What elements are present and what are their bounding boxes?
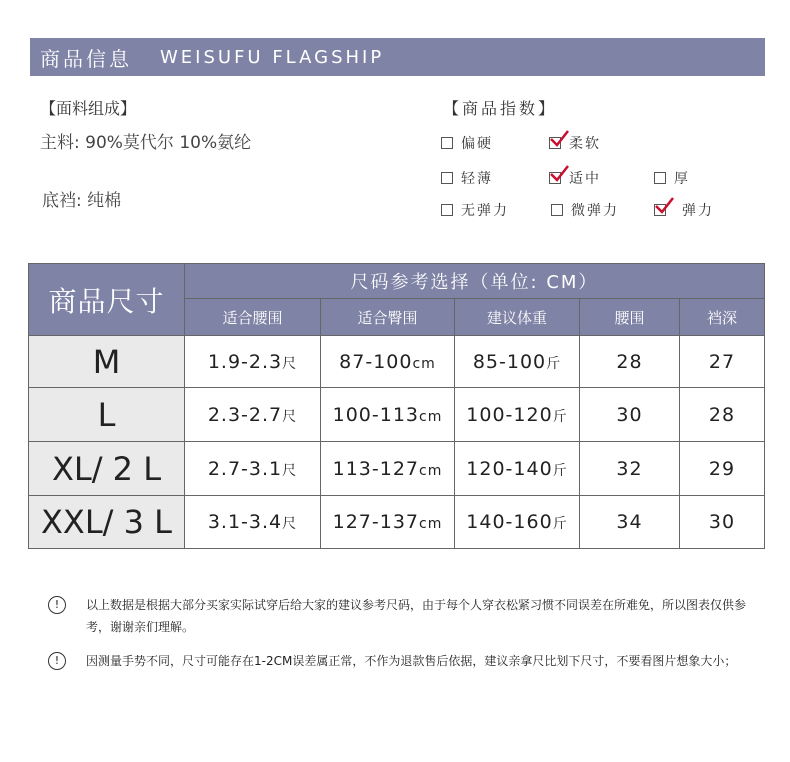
option-label: 柔软: [569, 136, 601, 152]
checkbox: [441, 172, 453, 184]
option-label: 轻薄: [461, 171, 493, 187]
waist-cm: 34: [580, 496, 680, 549]
weight-range: 140-160斤: [455, 496, 580, 549]
note-1: [48, 594, 758, 638]
weight-range: 100-120斤: [455, 388, 580, 442]
rise-depth: 27: [680, 336, 765, 388]
warning-icon: !: [48, 596, 66, 614]
check-icon: [654, 197, 674, 215]
option-no-stretch: [441, 200, 509, 220]
option-stretch: [654, 200, 714, 220]
table-row: [29, 388, 765, 442]
option-label: 适中: [569, 171, 601, 187]
col-header: 腰围: [580, 299, 680, 336]
waist-range: 3.1-3.4尺: [185, 496, 321, 549]
waist-range: 1.9-2.3尺: [185, 336, 321, 388]
table-row: [29, 336, 765, 388]
fabric-gusset: 底裆: 纯棉: [42, 191, 122, 211]
table-row: [29, 442, 765, 496]
weight-range: 120-140斤: [455, 442, 580, 496]
header-title-en: WEISUFU FLAGSHIP: [160, 46, 385, 68]
size-label: L: [29, 388, 185, 442]
warning-icon: !: [48, 652, 66, 670]
option-label: 偏硬: [461, 136, 493, 152]
checkbox: [549, 172, 561, 184]
hip-range: 127-137cm: [321, 496, 455, 549]
size-label: XXL/ 3 L: [29, 496, 185, 549]
row-header-title: 商品尺寸: [29, 264, 185, 336]
note-text: 以上数据是根据大部分买家实际试穿后给大家的建议参考尺码，由于每个人穿衣松紧习惯不同误差在所难免，所以图表仅供参考，谢谢亲们理解。: [86, 598, 747, 634]
col-header: 适合腰围: [185, 299, 321, 336]
size-label: XL/ 2 L: [29, 442, 185, 496]
option-soft: [549, 133, 601, 153]
waist-cm: 28: [580, 336, 680, 388]
checkbox: [441, 137, 453, 149]
rise-depth: 29: [680, 442, 765, 496]
checkbox: [441, 204, 453, 216]
option-label: 弹力: [682, 203, 714, 219]
option-thin: [441, 168, 493, 188]
span-header: 尺码参考选择（单位: CM）: [185, 264, 765, 299]
fabric-main: 主料: 90%莫代尔 10%氨纶: [40, 133, 252, 153]
note-text: 因测量手势不同，尺寸可能存在1-2CM误差属正常，不作为退款售后依据，建议亲拿尺比划下尺寸，不要看图片想象大小；: [86, 654, 737, 668]
note-2: [48, 650, 758, 672]
rise-depth: 28: [680, 388, 765, 442]
check-icon: [549, 165, 569, 183]
fabric-title: 【面料组成】: [40, 99, 137, 118]
option-hard: [441, 133, 493, 153]
rise-depth: 30: [680, 496, 765, 549]
option-light-stretch: [551, 200, 619, 220]
weight-range: 85-100斤: [455, 336, 580, 388]
waist-cm: 32: [580, 442, 680, 496]
hip-range: 100-113cm: [321, 388, 455, 442]
waist-cm: 30: [580, 388, 680, 442]
option-label: 无弹力: [461, 203, 509, 219]
option-label: 厚: [674, 171, 690, 187]
checkbox: [551, 204, 563, 216]
checkbox: [654, 172, 666, 184]
size-label: M: [29, 336, 185, 388]
col-header: 裆深: [680, 299, 765, 336]
check-icon: [549, 130, 569, 148]
size-table: [28, 263, 765, 549]
col-header: 建议体重: [455, 299, 580, 336]
waist-range: 2.7-3.1尺: [185, 442, 321, 496]
col-header: 适合臀围: [321, 299, 455, 336]
table-row: [29, 496, 765, 549]
hip-range: 87-100cm: [321, 336, 455, 388]
option-thick: [654, 168, 690, 188]
checkbox: [654, 204, 666, 216]
index-title: 【商品指数】: [443, 99, 558, 118]
header-title-cn: 商品信息: [40, 46, 132, 71]
option-label: 微弹力: [571, 203, 619, 219]
checkbox: [549, 137, 561, 149]
product-info-header: [30, 38, 765, 76]
waist-range: 2.3-2.7尺: [185, 388, 321, 442]
option-medium: [549, 168, 601, 188]
hip-range: 113-127cm: [321, 442, 455, 496]
